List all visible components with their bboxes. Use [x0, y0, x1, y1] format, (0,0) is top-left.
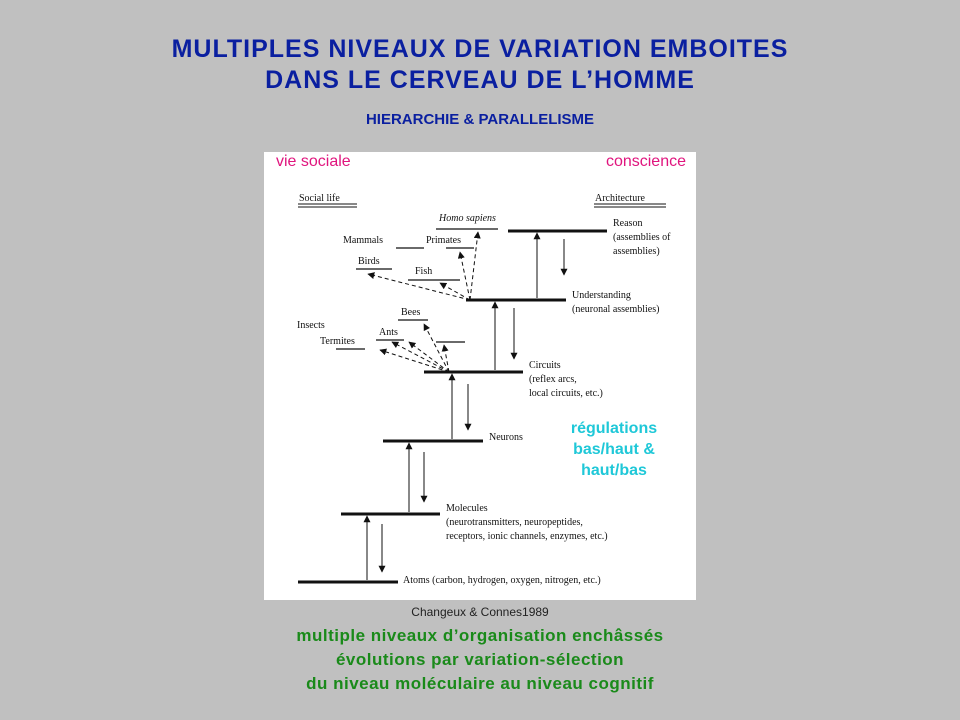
regulations-note — [554, 418, 674, 481]
hierarchy-figure — [264, 152, 696, 600]
conscience-overlay-label: conscience — [605, 153, 686, 170]
dashed-arrow-ants-2 — [409, 342, 449, 372]
architecture-label: Architecture — [595, 193, 645, 204]
atoms-label: Atoms (carbon, hydrogen, oxygen, nitrogen, etc.) — [403, 575, 601, 586]
caption-line-2: évolutions par variation-sélection — [335, 650, 625, 669]
neurons-label: Neurons — [489, 432, 523, 443]
citation: Changeux & Connes1989 — [411, 605, 549, 619]
molecules-detail-1: (neurotransmitters, neuropeptides, — [446, 517, 583, 528]
birds-label: Birds — [358, 256, 380, 267]
ants-label: Ants — [379, 327, 398, 338]
homo-sapiens-label: Homo sapiens — [439, 213, 496, 224]
dashed-arrow-birds — [368, 274, 470, 300]
regulations-line-1: régulations — [570, 420, 658, 437]
molecules-label: Molecules — [446, 503, 488, 514]
termites-label: Termites — [320, 336, 355, 347]
primates-label: Primates — [426, 235, 461, 246]
hierarchy-diagram — [264, 152, 696, 600]
social-life-overlay-label: vie sociale — [276, 153, 351, 170]
circuits-label: Circuits — [529, 360, 561, 371]
title-line-1: MULTIPLES NIVEAUX DE VARIATION EMBOITES — [171, 35, 789, 63]
subtitle: HIERARCHIE & PARALLELISME — [365, 111, 595, 128]
reason-label: Reason — [613, 218, 643, 229]
dashed-arrow-insects-extra — [444, 345, 449, 372]
reason-detail-1: (assemblies of — [613, 232, 671, 243]
regulations-line-3: haut/bas — [581, 462, 647, 479]
caption-line-3: du niveau moléculaire au niveau cognitif — [306, 674, 654, 693]
mammals-label: Mammals — [343, 235, 383, 246]
understanding-detail: (neuronal assemblies) — [572, 304, 660, 315]
social-life-label: Social life — [299, 193, 340, 204]
understanding-label: Understanding — [572, 290, 631, 301]
fish-label: Fish — [415, 266, 433, 277]
molecules-detail-2: receptors, ionic channels, enzymes, etc.) — [446, 531, 608, 542]
regulations-line-2: bas/haut & — [573, 441, 655, 458]
dashed-arrow-homo-sapiens — [470, 232, 478, 300]
title-line-2: DANS LE CERVEAU DE L’HOMME — [265, 66, 695, 94]
dashed-arrow-primates — [460, 252, 470, 300]
circuits-detail-2: local circuits, etc.) — [529, 388, 603, 399]
dashed-arrow-fish — [440, 283, 470, 300]
caption-line-1: multiple niveaux d’organisation enchâssés — [296, 626, 664, 645]
circuits-detail-1: (reflex arcs, — [529, 374, 577, 385]
dashed-arrow-termites — [380, 350, 449, 372]
bees-label: Bees — [401, 307, 421, 318]
reason-detail-2: assemblies) — [613, 246, 660, 257]
insects-label: Insects — [297, 320, 325, 331]
